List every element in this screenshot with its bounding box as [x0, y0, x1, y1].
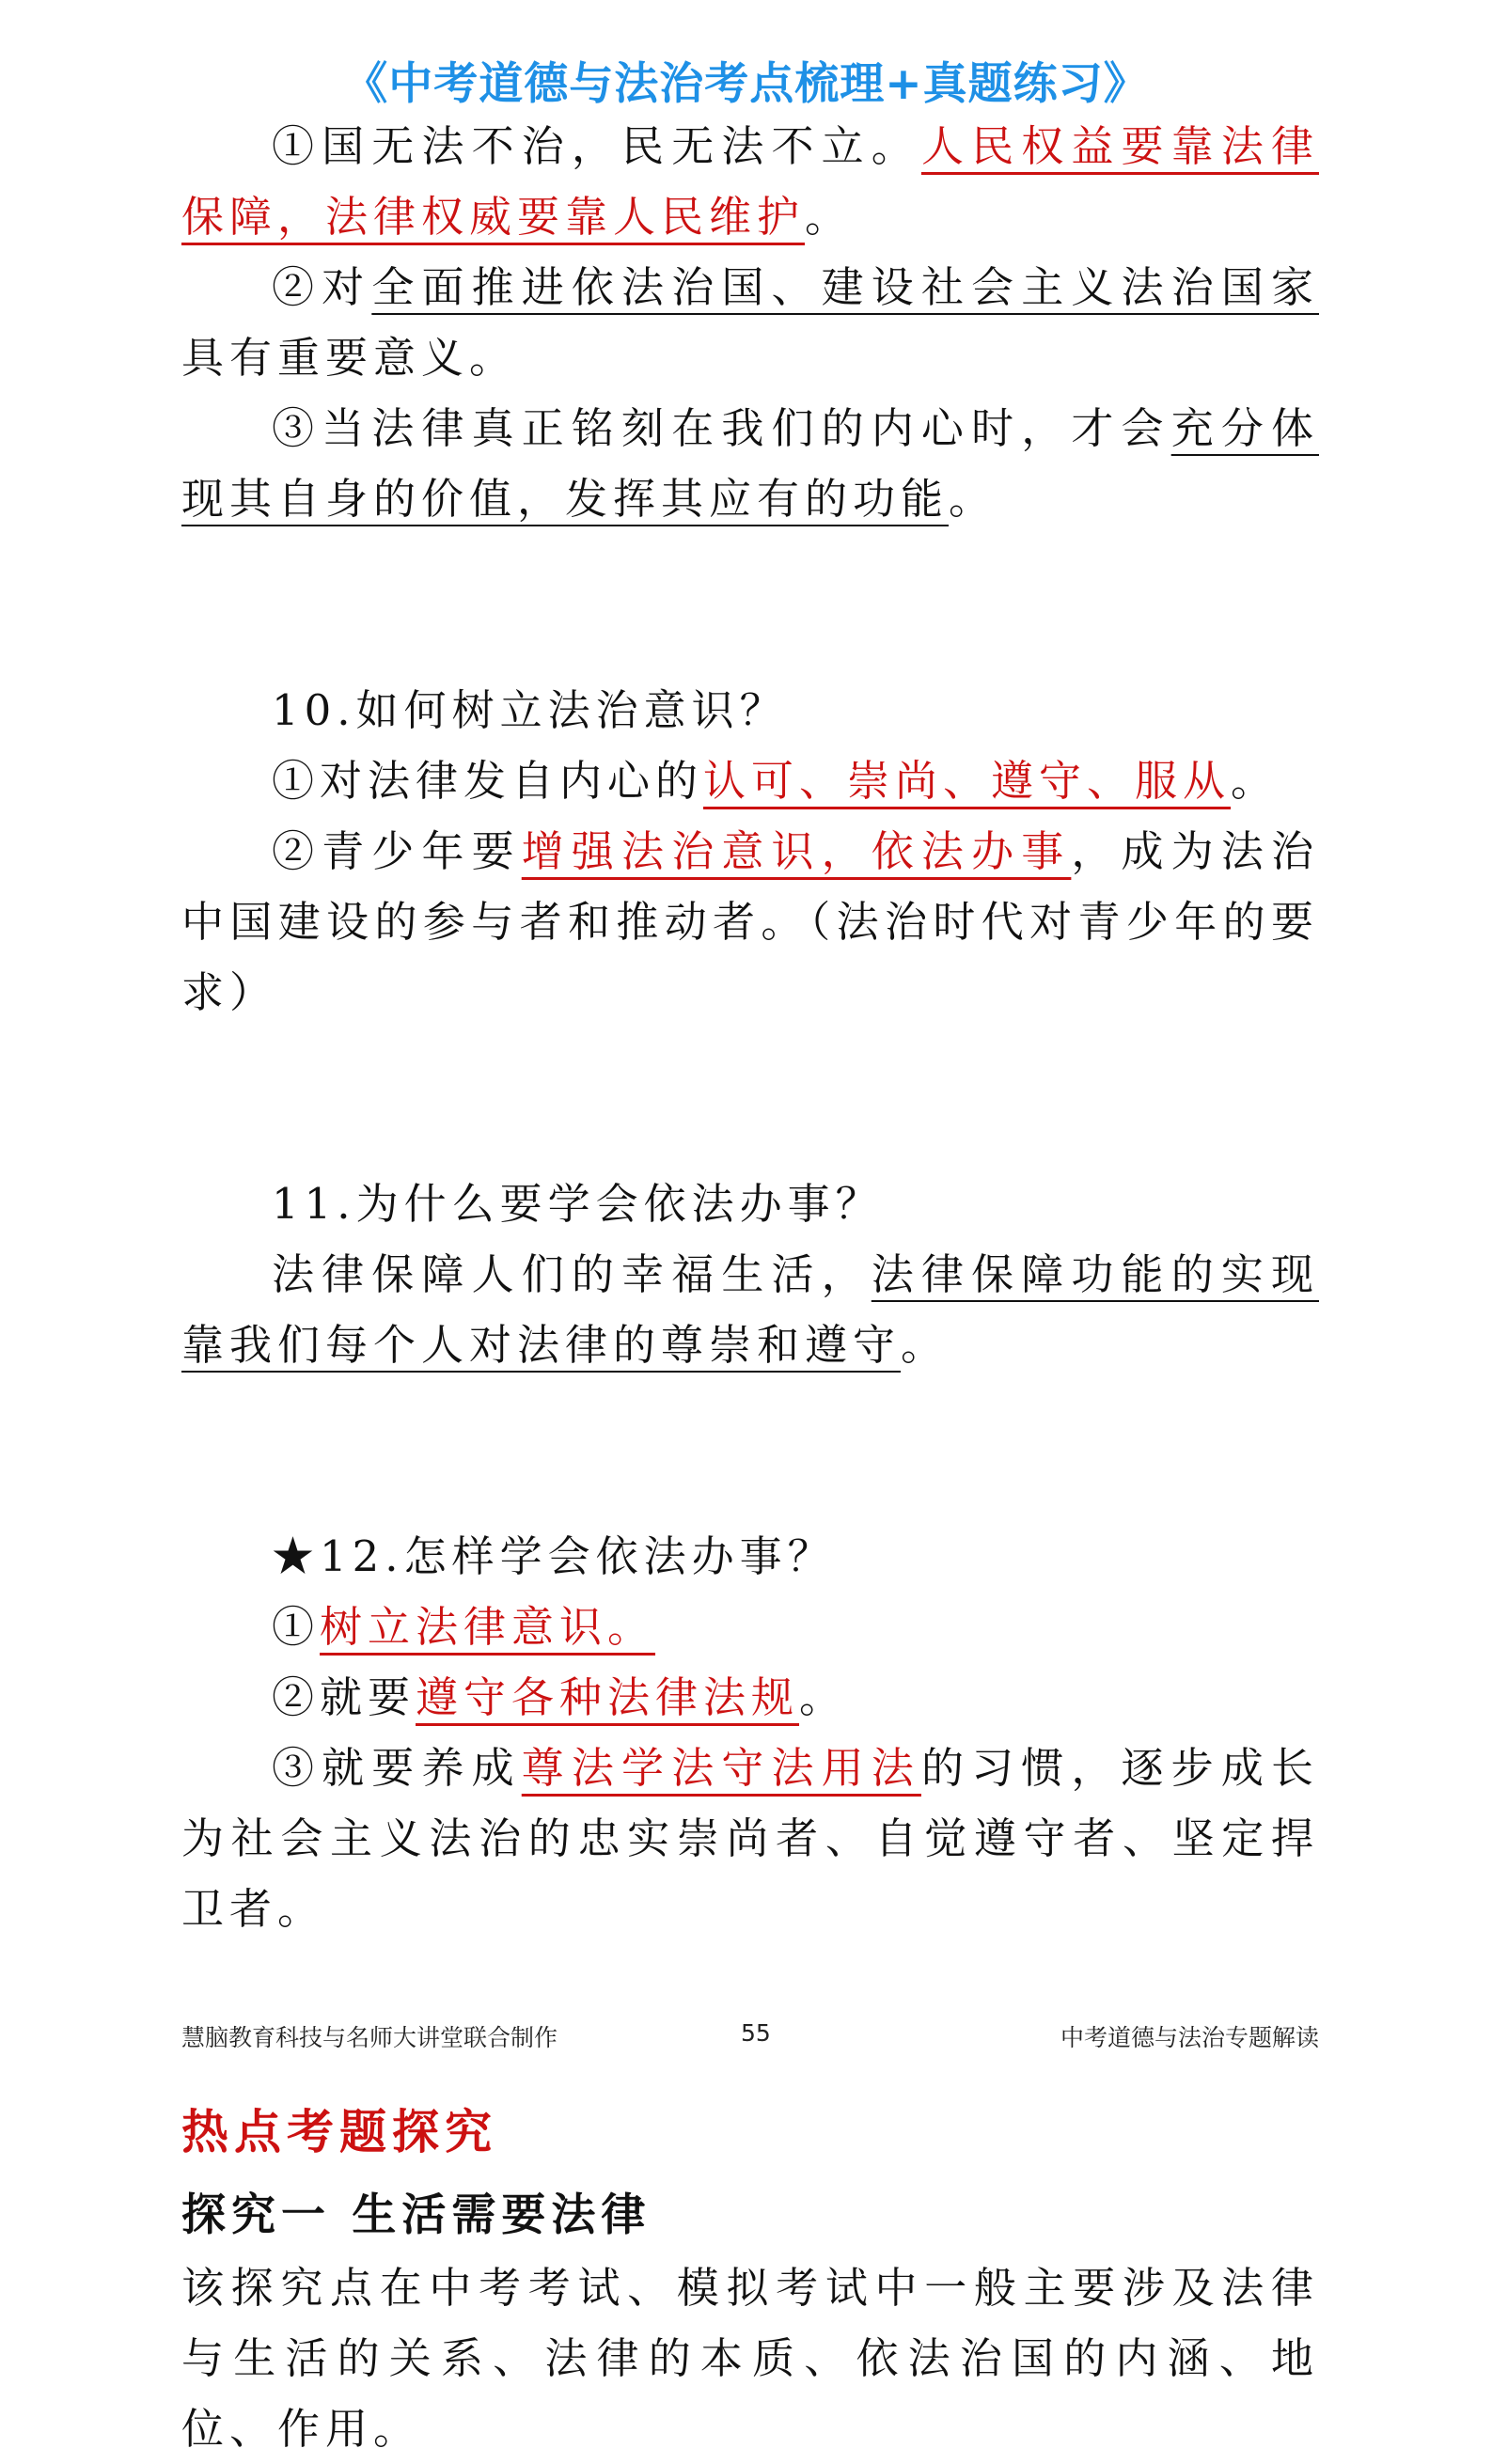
- q10-p2-emphasis: 增强法治意识，依法办事: [521, 826, 1072, 876]
- q12-p2-text: ②就要: [272, 1672, 416, 1722]
- q12-p2-end: 。: [799, 1672, 848, 1722]
- exploration-subheading: 探究一 生活需要法律: [181, 2189, 652, 2241]
- q12-p1-text: ①: [272, 1602, 321, 1652]
- q10-point-1: [181, 745, 1319, 816]
- q12-p1-emphasis: 树立法律意识。: [320, 1602, 656, 1652]
- sec9-p2-end: 具有重要意义。: [181, 333, 518, 383]
- q11-end: 。: [901, 1320, 950, 1370]
- sec9-p3-underlined: 充分体现其自身的价值，发挥其应有的功能: [181, 403, 1319, 524]
- q10-p2-text: ②青少年要: [272, 826, 522, 876]
- q10-p1-end: 。: [1231, 756, 1280, 806]
- question-12-title: ★12.怎样学会依法办事？: [272, 1531, 836, 1581]
- sec9-p3-text: ③当法律真正铭刻在我们的内心时，才会: [272, 403, 1171, 453]
- q12-p3-text: ③就要养成: [272, 1743, 522, 1793]
- q12-p3-emphasis: 尊法学法守法用法: [521, 1743, 921, 1793]
- sec9-point-3: [181, 393, 1319, 534]
- q10-p1-emphasis: 认可、崇尚、遵守、服从: [703, 756, 1232, 806]
- q10-p2-end: ，成为法治中国建设的参与者和推动者。（法治时代对青少年的要求）: [181, 826, 1319, 1017]
- document-body: [181, 111, 1319, 2464]
- q11-text: 法律保障人们的幸福生活，: [272, 1249, 872, 1299]
- q10-p1-text: ①对法律发自内心的: [272, 756, 704, 806]
- sec9-point-2: [181, 252, 1319, 393]
- question-10-title: 10.如何树立法治意识？: [272, 685, 788, 735]
- page-footer: [181, 2019, 1319, 2057]
- q12-p2-emphasis: 遵守各种法律法规: [416, 1672, 800, 1722]
- sec9-p3-end: 。: [949, 474, 997, 524]
- q10-point-2: [181, 816, 1319, 1028]
- sec9-p1-emphasis: 人民权益要靠法律保障，法律权威要靠人民维护: [181, 121, 1319, 242]
- sec9-p2-text: ②对: [272, 262, 372, 312]
- footer-page-number: 55: [741, 2019, 771, 2047]
- sec9-p1-end: 。: [805, 192, 854, 242]
- sec9-p1-text: ①国无法不治，民无法不立。: [272, 121, 921, 171]
- exploration-description: 该探究点在中考考试、模拟考试中一般主要涉及法律与生活的关系、法律的本质、依法治国的内涵、地位、作用。: [181, 2263, 1319, 2454]
- q12-point-3: [181, 1733, 1319, 1944]
- q12-point-2: [181, 1662, 1319, 1733]
- q11-answer: [181, 1239, 1319, 1380]
- page-header-title: 《中考道德与法治考点梳理+真题练习》: [343, 58, 1149, 110]
- question-11-title: 11.为什么要学会依法办事？: [272, 1179, 884, 1229]
- footer-publisher: 慧脑教育科技与名师大讲堂联合制作: [181, 2024, 558, 2051]
- q12-point-1: [181, 1592, 1319, 1662]
- sec9-p2-underlined: 全面推进依法治国、建设社会主义法治国家: [371, 262, 1319, 312]
- q12-p3-end: 的习惯，逐步成长为社会主义法治的忠实崇尚者、自觉遵守者、坚定捍卫者。: [181, 1743, 1319, 1934]
- q11-underlined: 法律保障功能的实现靠我们每个人对法律的尊崇和遵守: [181, 1249, 1319, 1370]
- hot-topic-heading: 热点考题探究: [181, 2104, 497, 2159]
- sec9-point-1: [181, 111, 1319, 252]
- footer-book-title: 中考道德与法治专题解读: [1060, 2024, 1319, 2051]
